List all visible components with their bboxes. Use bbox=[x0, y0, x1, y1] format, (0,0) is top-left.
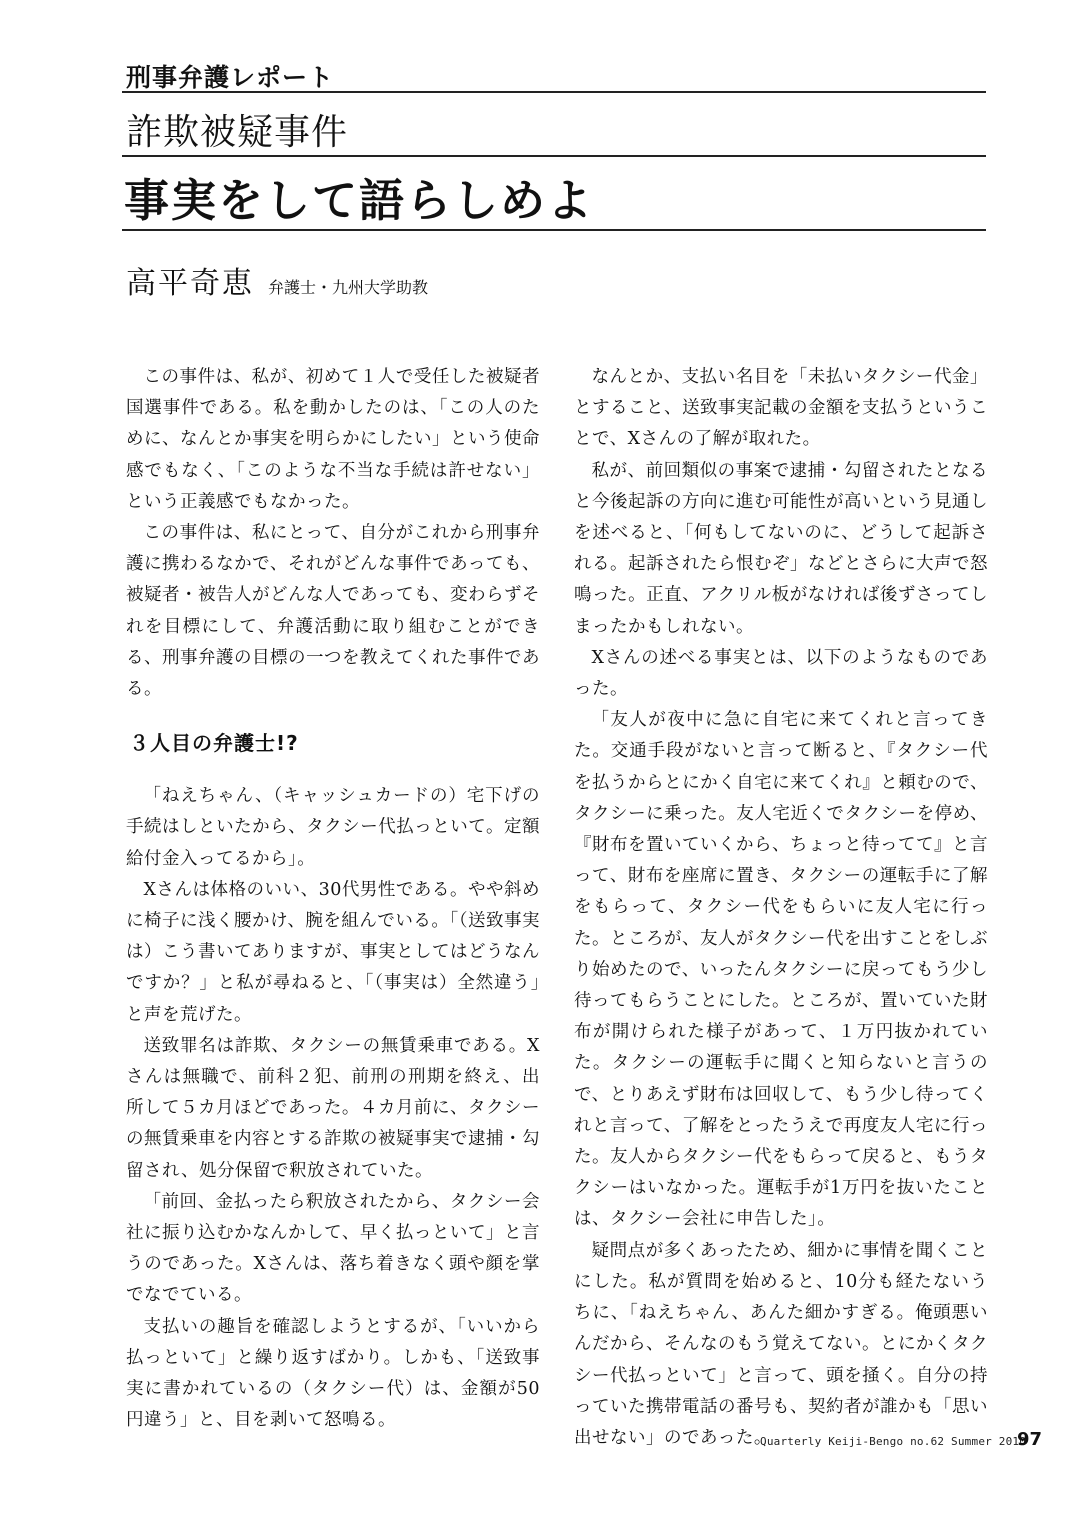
author-name: 高平奇恵 bbox=[126, 266, 254, 301]
article-title: 事実をして語らしめよ bbox=[124, 174, 595, 227]
right-column bbox=[574, 362, 988, 1454]
header-rule-bottom bbox=[122, 229, 986, 231]
body-paragraph: 送致罪名は詐欺、タクシーの無賃乗車である。Xさんは無職で、前科２犯、前刑の刑期を終え、出所して５カ月ほどであった。４カ月前に、タクシーの無賃乗車を内容とする詐欺の被疑事実で逮捕・勾留され、処分保留で釈放されていた。 bbox=[126, 1035, 540, 1181]
body-paragraph: Xさんは体格のいい、30代男性である。やや斜めに椅子に浅く腰かけ、腕を組んでいる。「（送致事実は）こう書いてありますが、事実としてはどうなんですか？」と私が尋ねると、「（事実は）全然違う」と声を荒げた。 bbox=[126, 879, 540, 1025]
body-paragraph: 疑問点が多くあったため、細かに事情を聞くことにした。私が質問を始めると、10分も経たないうちに、「ねえちゃん、あんた細かすぎる。俺頭悪いんだから、そんなのもう覚えてない。とにかくタクシー代払っといて」と言って、頭を掻く。自分の持っていた携帯電話の番号も、契約者が誰かも「思い出せない」のであった。 bbox=[574, 1240, 988, 1448]
page-number: 97 bbox=[1016, 1429, 1042, 1450]
article-subtitle: 詐欺被疑事件 bbox=[126, 112, 349, 153]
body-paragraph: Xさんの述べる事実とは、以下のようなものであった。 bbox=[574, 647, 988, 700]
body-paragraph: この事件は、私が、初めて１人で受任した被疑者国選事件である。私を動かしたのは、「この人のために、なんとか事実を明らかにしたい」という使命感でもなく、「このような不当な手続は許せない」という正義感でもなかった。 bbox=[126, 367, 540, 512]
series-label: 刑事弁護レポート bbox=[126, 63, 335, 92]
body-paragraph: この事件は、私にとって、自分がこれから刑事弁護に携わるなかで、それがどんな事件であっても、被疑者・被告人がどんな人であっても、変わらずそれを目標にして、弁護活動に取り組むことができる、刑事弁護の目標の一つを教えてくれた事件である。 bbox=[126, 523, 540, 700]
left-column bbox=[126, 362, 540, 1437]
body-paragraph: 「友人が夜中に急に自宅に来てくれと言ってきた。交通手段がないと言って断ると、『タクシー代を払うからとにかく自宅に来てくれ』と頼むので、タクシーに乗った。友人宅近くでタクシーを停め、『財布を置いていくから、ちょっと待ってて』と言って、財布を座席に置き、タクシーの運転手に了解をもらって、タクシー代をもらいに友人宅に行った。ところが、友人がタクシー代を出すことをしぶり始めたので、いったんタクシーに戻ってもう少し待ってもらうことにした。ところが、置いていた財布が開けられた様子があって、１万円抜かれていた。タクシーの運転手に聞くと知らないと言うので、とりあえず財布は回収して、もう少し待ってくれと言って、了解をとったうえで再度友人宅に行った。友人からタクシー代をもらって戻ると、もうタクシーはいなかった。運転手が1万円を抜いたことは、タクシー会社に申告した」。 bbox=[574, 710, 988, 1230]
body-paragraph: 私が、前回類似の事案で逮捕・勾留されたとなると今後起訴の方向に進む可能性が高いという見通しを述べると、「何もしてないのに、どうして起訴される。起訴されたら恨むぞ」などとさらに大声で怒鳴った。正直、アクリル板がなければ後ずさってしまったかもしれない。 bbox=[574, 460, 988, 637]
header-rule-middle bbox=[122, 155, 986, 157]
page-footer bbox=[760, 1429, 1042, 1450]
body-paragraph: 「前回、金払ったら釈放されたから、タクシー会社に振り込むかなんかして、早く払っといて」と言うのであった。Xさんは、落ち着きなく頭や顔を掌でなでている。 bbox=[126, 1191, 540, 1306]
header-rule-top bbox=[122, 91, 986, 93]
body-paragraph: 支払いの趣旨を確認しようとするが、「いいから払っといて」と繰り返すばかり。しかも、「送致事実に書かれているの（タクシー代）は、金額が50円違う」と、目を剥いて怒鳴る。 bbox=[126, 1316, 540, 1431]
body-paragraph: なんとか、支払い名目を「未払いタクシー代金」とすること、送致事実記載の金額を支払うということで、Xさんの了解が取れた。 bbox=[574, 367, 988, 450]
journal-name: Quarterly Keiji-Bengo no.62 Summer 2010 bbox=[760, 1435, 1027, 1448]
body-paragraph: 「ねえちゃん、（キャッシュカードの）宅下げの手続はしといたから、タクシー代払っといて。定額給付金入ってるから」。 bbox=[126, 786, 540, 869]
author-affiliation: 弁護士・九州大学助教 bbox=[268, 278, 429, 297]
byline bbox=[126, 258, 428, 302]
section-heading: ３人目の弁護士!? bbox=[129, 731, 299, 756]
